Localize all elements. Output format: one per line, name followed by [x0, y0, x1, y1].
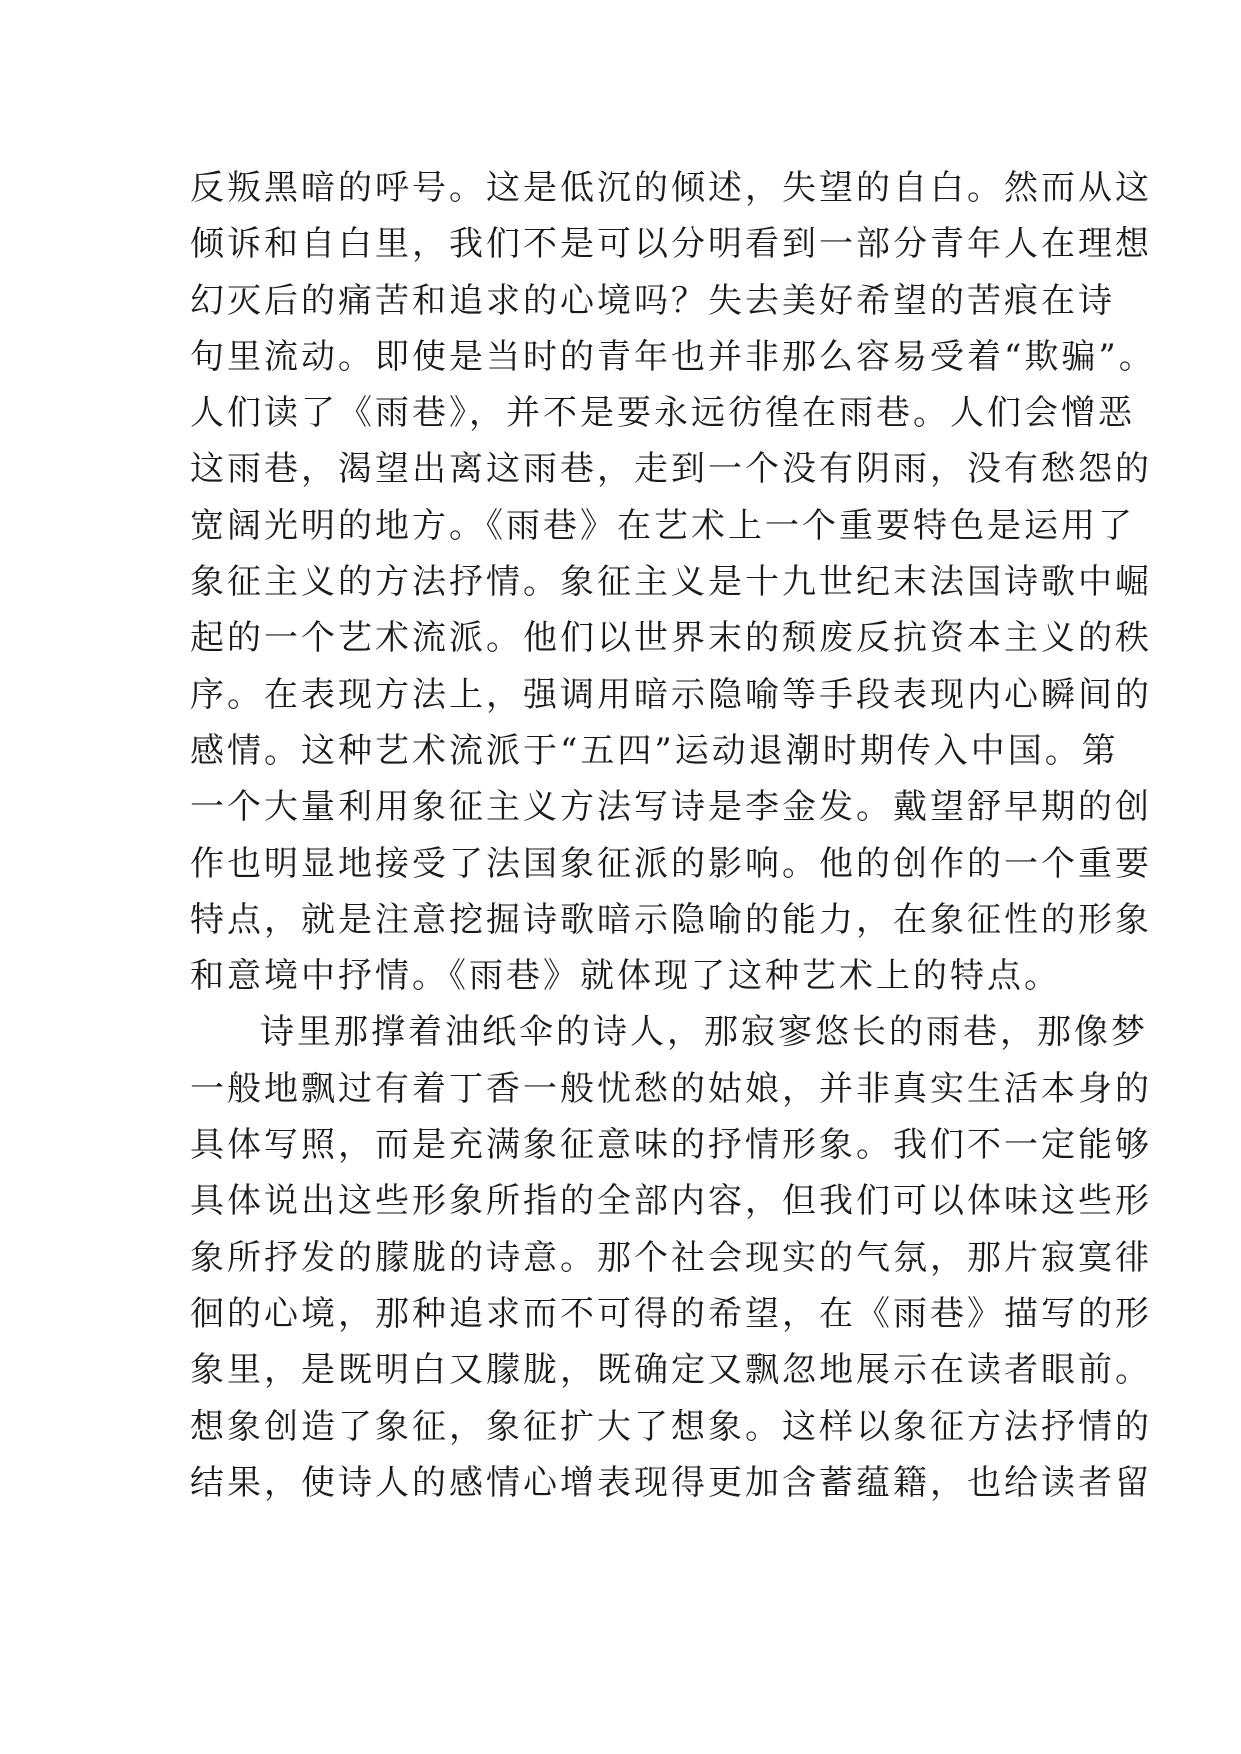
paragraph: [190, 1004, 1152, 1511]
text-line: 徊的心境，那种追求而不可得的希望，在《雨巷》描写的形: [190, 1293, 1152, 1334]
text-line: 句里流动。即使是当时的青年也并非那么容易受着“欺骗”。: [190, 336, 1156, 377]
text-line: 宽阔光明的地方。《雨巷》在艺术上一个重要特色是运用了: [190, 505, 1135, 546]
text-line: 具体说出这些形象所指的全部内容，但我们可以体味这些形: [190, 1181, 1152, 1222]
text-line: 这雨巷，渴望出离这雨巷，走到一个没有阴雨，没有愁怨的: [190, 449, 1152, 490]
text-line: 起的一个艺术流派。他们以世界末的颓废反抗资本主义的秩: [190, 618, 1152, 659]
body-text: [190, 160, 1156, 1511]
text-line: 特点，就是注意挖掘诗歌暗示隐喻的能力，在象征性的形象: [190, 899, 1152, 940]
text-line: 感情。这种艺术流派于“五四”运动退潮时期传入中国。第: [190, 730, 1119, 771]
paragraph: [190, 160, 1156, 1004]
text-line: 象所抒发的朦胧的诗意。那个社会现实的气氛，那片寂寞徘: [190, 1237, 1152, 1278]
text-line: 诗里那撑着油纸伞的诗人，那寂寥悠长的雨巷，那像梦: [260, 1012, 1148, 1053]
text-line: 序。在表现方法上，强调用暗示隐喻等手段表现内心瞬间的: [190, 674, 1152, 715]
text-line: 人们读了《雨巷》，并不是要永远彷徨在雨巷。人们会憎恶: [190, 393, 1135, 434]
text-line: 象里，是既明白又朦胧，既确定又飘忽地展示在读者眼前。: [190, 1350, 1152, 1391]
text-line: 象征主义的方法抒情。象征主义是十九世纪末法国诗歌中崛: [190, 562, 1152, 603]
text-line: 想象创造了象征，象征扩大了想象。这样以象征方法抒情的: [190, 1406, 1152, 1447]
text-line: 倾诉和自白里，我们不是可以分明看到一部分青年人在理想: [190, 224, 1152, 265]
text-line: 幻灭后的痛苦和追求的心境吗？失去美好希望的苦痕在诗: [190, 280, 1115, 321]
text-line: 一般地飘过有着丁香一般忧愁的姑娘，并非真实生活本身的: [190, 1068, 1152, 1109]
text-line: 具体写照，而是充满象征意味的抒情形象。我们不一定能够: [190, 1125, 1152, 1166]
text-line: 结果，使诗人的感情心增表现得更加含蓄蕴籍，也给读者留: [190, 1462, 1152, 1503]
text-line: 反叛黑暗的呼号。这是低沉的倾述，失望的自白。然而从这: [190, 168, 1152, 208]
text-line: 和意境中抒情。《雨巷》就体现了这种艺术上的特点。: [190, 956, 1061, 997]
text-line: 作也明显地接受了法国象征派的影响。他的创作的一个重要: [190, 843, 1152, 884]
text-line: 一个大量利用象征主义方法写诗是李金发。戴望舒早期的创: [190, 787, 1152, 828]
